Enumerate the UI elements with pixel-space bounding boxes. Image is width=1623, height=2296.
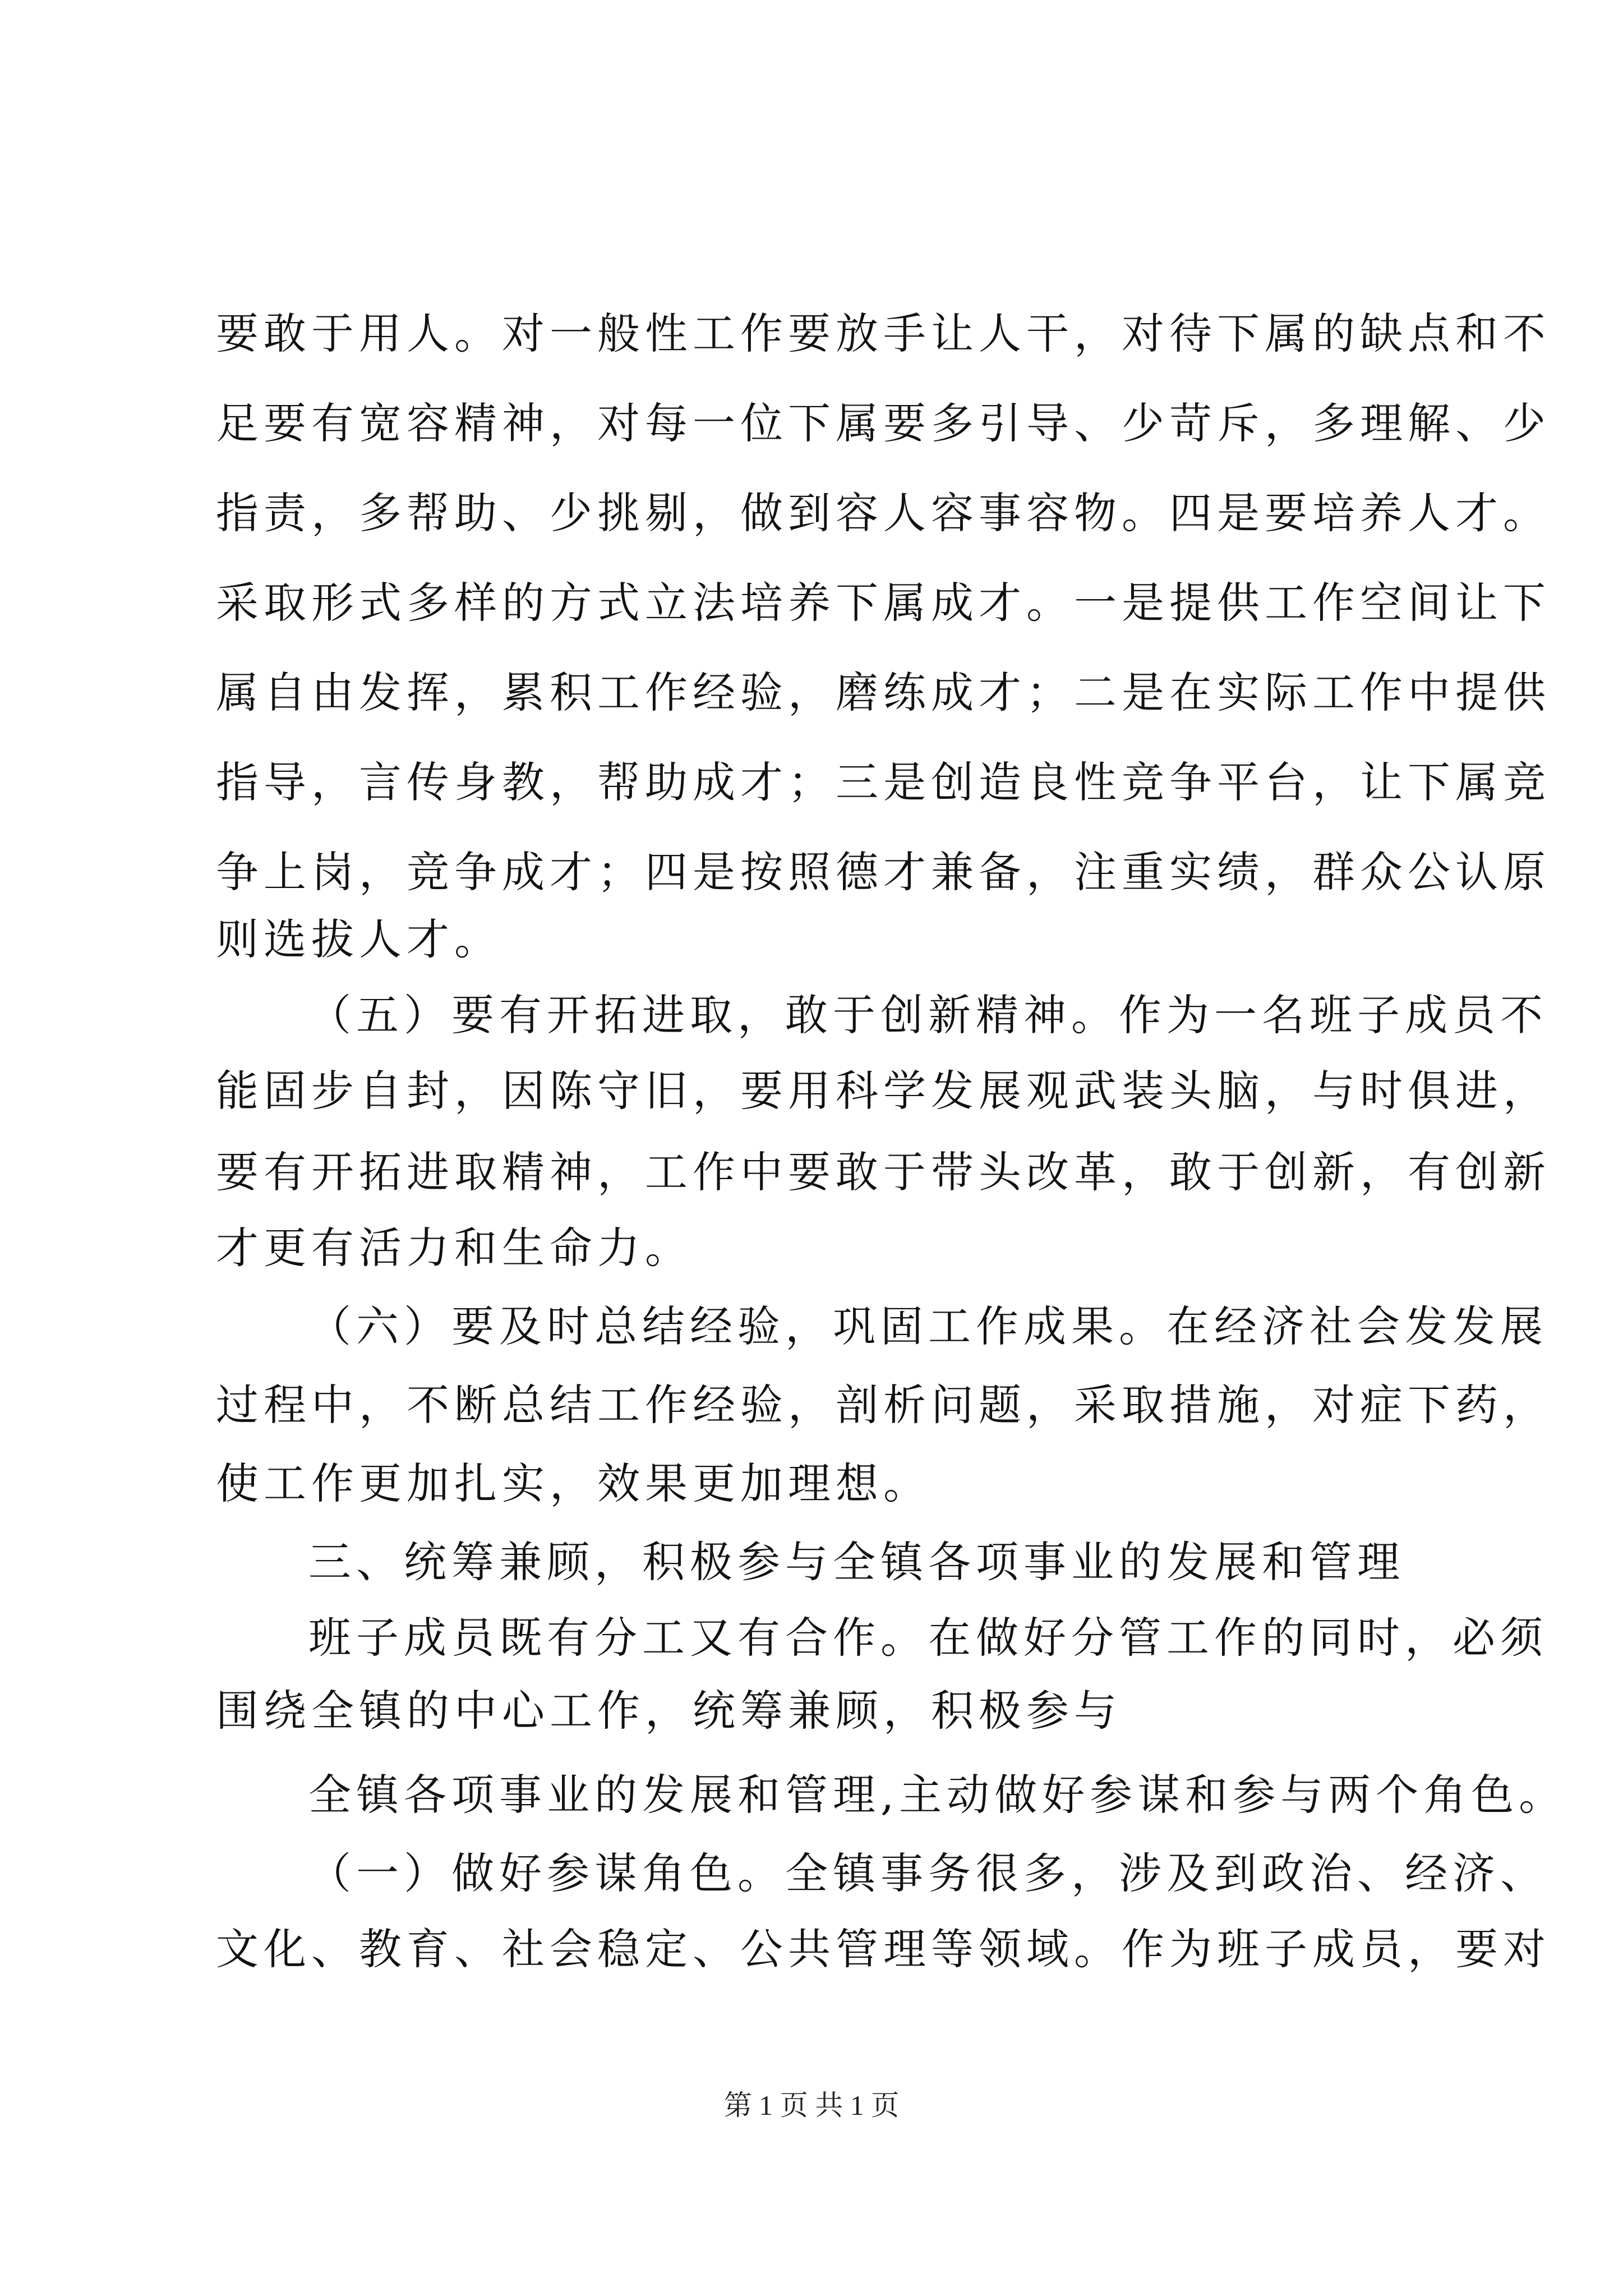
text-line: 争上岗，竞争成才；四是按照德才兼备，注重实绩，群众公认原 bbox=[216, 847, 1551, 897]
paragraph-heading-five: （五）要有开拓进取，敢于创新精神。作为一名班子成员不 bbox=[308, 990, 1548, 1040]
text-line: 指责，多帮助、少挑剔，做到容人容事容物。四是要培养人才。 bbox=[216, 488, 1551, 538]
text-line: 采取形式多样的方式立法培养下属成才。一是提供工作空间让下 bbox=[216, 578, 1551, 628]
text-line: 围绕全镇的中心工作，统筹兼顾，积极参与 bbox=[216, 1686, 1122, 1736]
page-number-footer: 第 1 页 共 1 页 bbox=[723, 2090, 900, 2121]
paragraph-heading-six: （六）要及时总结经验，巩固工作成果。在经济社会发发展 bbox=[308, 1301, 1548, 1351]
text-line: 全镇各项事业的发展和管理,主动做好参谋和参与两个角色。 bbox=[308, 1770, 1567, 1820]
text-line: 要敢于用人。对一般性工作要放手让人干，对待下属的缺点和不 bbox=[216, 309, 1551, 358]
section-heading: 三、统筹兼顾，积极参与全镇各项事业的发展和管理 bbox=[308, 1537, 1405, 1587]
text-line: 属自由发挥，累积工作经验，磨练成才；二是在实际工作中提供 bbox=[216, 668, 1551, 717]
text-line: 足要有宽容精神，对每一位下属要多引导、少苛斥，多理解、少 bbox=[216, 398, 1551, 448]
text-line: 能固步自封，因陈守旧，要用科学发展观武装头脑，与时俱进， bbox=[216, 1066, 1551, 1116]
paragraph-heading-one: （一）做好参谋角色。全镇事务很多，涉及到政治、经济、 bbox=[308, 1848, 1548, 1898]
text-line: 则选拔人才。 bbox=[216, 914, 502, 964]
text-line: 过程中，不断总结工作经验，剖析问题，采取措施，对症下药， bbox=[216, 1380, 1551, 1430]
text-line: 要有开拓进取精神，工作中要敢于带头改革，敢于创新，有创新 bbox=[216, 1147, 1551, 1197]
text-line: 才更有活力和生命力。 bbox=[216, 1223, 693, 1273]
text-line: 指导，言传身教，帮助成才；三是创造良性竞争平台，让下属竞 bbox=[216, 757, 1551, 807]
text-line: 班子成员既有分工又有合作。在做好分管工作的同时，必须 bbox=[308, 1613, 1548, 1663]
text-line: 文化、教育、社会稳定、公共管理等领域。作为班子成员，要对 bbox=[216, 1924, 1551, 1974]
text-line: 使工作更加扎实，效果更加理想。 bbox=[216, 1458, 931, 1508]
